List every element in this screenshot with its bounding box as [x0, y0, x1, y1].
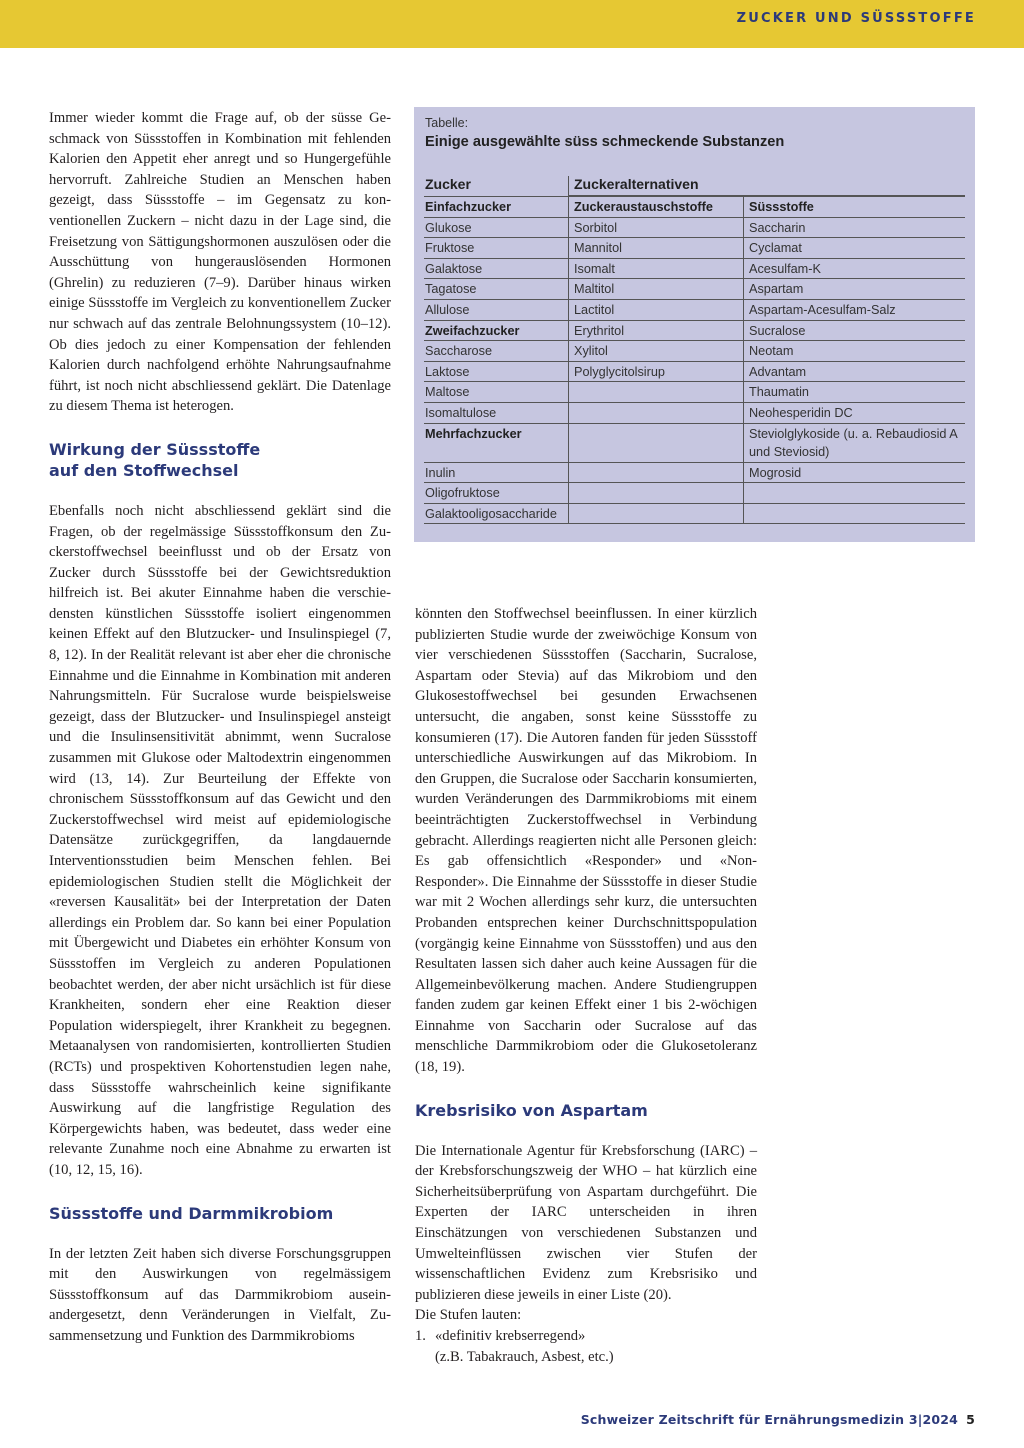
table-cell: Mehrfachzucker	[424, 424, 569, 462]
table-cell: Süssstoffe	[749, 200, 814, 214]
table-cell	[569, 382, 744, 402]
table-cell: Xylitol	[569, 341, 744, 361]
page-footer	[581, 1412, 975, 1427]
table-cell: Inulin	[424, 463, 569, 483]
table-cell: Acesulfam-K	[749, 261, 821, 276]
table-cell	[569, 424, 744, 462]
table-row	[424, 300, 965, 321]
heading-krebsrisiko: Krebsrisiko von Aspartam	[415, 1100, 648, 1120]
heading-stoffwechsel	[49, 439, 391, 481]
list-item-line: «definitiv krebserregend»	[435, 1328, 586, 1344]
table-cell: Maltose	[424, 382, 569, 402]
table-cell: Sorbitol	[569, 218, 744, 238]
table-cell: Isomaltulose	[424, 403, 569, 423]
table-cell	[569, 504, 744, 524]
table-cell: Neotam	[749, 344, 794, 359]
table-cell: Einfachzucker	[424, 197, 569, 217]
table-cell: Glukose	[424, 218, 569, 238]
table-cell: Mogrosid	[749, 465, 802, 480]
table-row	[424, 382, 965, 403]
table-cell: Maltitol	[569, 279, 744, 299]
table-cell: Zuckeraustauschstoffe	[569, 197, 744, 217]
intro-paragraph: Immer wieder kommt die Frage auf, ob der süsse Geschmack von Süssstoffen in Kombination mit fehlenden Kalorien den Appetit eher anregt und so Hungergefühle hervorruft. Zahlreiche Studien an Menschen haben gezeigt, dass Süssstoffe – im Gegensatz zu konventionellen Zuckern – nicht dazu in der Lage sind, die Freisetzung von Sättigungshormonen auszulösen oder die Ausschüttung von hungerauslösenden Hormonen (Ghrelin) zu reduzieren (7–9). Darüber hinaus wirken einige Süssstoffe im Vergleich zu konventionellem Zucker nur schwach auf das zentrale Belohnungssystem (10–12). Ob dies jedoch zu einer Kompensation der fehlenden Kalorien durch nachfolgend erhöhte Nahrungsaufnahme führt, ist noch nicht abschliessend geklärt. Die Datenlage zu diesem Thema ist heterogen.	[49, 110, 391, 415]
table-row	[424, 362, 965, 383]
table-cell: Fruktose	[424, 238, 569, 258]
heading-darmmikrobiom: Süssstoffe und Darmmikrobiom	[49, 1203, 334, 1223]
table-cell: Erythritol	[569, 321, 744, 341]
list-number: 1.	[415, 1328, 426, 1344]
table-cell	[744, 483, 965, 503]
table-cell: Galaktooligosaccharide	[424, 504, 569, 524]
table-cell	[569, 483, 744, 503]
table-cell: Zweifachzucker	[424, 321, 569, 341]
left-column	[49, 108, 391, 1346]
column-header-alternativen: Zuckeralternativen	[569, 176, 965, 196]
table-row	[424, 238, 965, 259]
heading-line: auf den Stoffwechsel	[49, 460, 239, 480]
table-cell: Galaktose	[424, 259, 569, 279]
table-row	[424, 403, 965, 424]
table-row	[424, 504, 965, 525]
table-cell: Aspartam	[749, 282, 804, 297]
table-cell	[569, 463, 744, 483]
table-cell: Polyglycitolsirup	[569, 362, 744, 382]
table-cell: Allulose	[424, 300, 569, 320]
sweeteners-table	[424, 176, 965, 524]
table-cell: Aspartam-Acesulfam-Salz	[749, 302, 896, 317]
table-cell: Saccharin	[749, 220, 806, 235]
stufen-intro: Die Stufen lauten:	[415, 1307, 522, 1324]
column-header-zucker: Zucker	[424, 176, 569, 196]
iarc-paragraph: Die Internationale Agentur für Krebsforschung (IARC) – der Krebsforschungszweig der WHO – hat kürzlich eine Sicherheitsüberprüfung von Aspartam durchgeführt. Die Experten der IARC unterscheiden in ihren Einschätzungen von verschiedenen Substanzen und Umwelteinflüssen zwischen vier Stufen der wissenschaftlichen Evidenz zum Krebsrisiko und publizieren diese jeweils in einer Liste (20).	[415, 1142, 757, 1303]
table-row	[424, 279, 965, 300]
section-header-bar	[0, 0, 1024, 48]
darmmikrobiom-paragraph: In der letzten Zeit haben sich diverse Forschungsgruppen mit den Auswirkungen von regelmässigem Süssstoffkonsum auf das Darmmikrobiom auseinandergesetzt, denn Veränderungen in Vielfalt, Zusammensetzung und Funktion des Darmmikrobioms	[49, 1245, 391, 1344]
list-item-line: (z.B. Tabakrauch, Asbest, etc.)	[435, 1348, 614, 1365]
table-cell: Advantam	[749, 364, 807, 379]
table-cell: Neohesperidin DC	[749, 405, 853, 420]
table-title: Einige ausgewählte süss schmeckende Substanzen	[425, 134, 785, 150]
heading-line: Wirkung der Süssstoffe	[49, 439, 261, 459]
table-row	[424, 321, 965, 342]
table-row	[424, 259, 965, 280]
table-row	[424, 341, 965, 362]
section-title: ZUCKER UND SÜSSSTOFFE	[736, 11, 976, 26]
page-number: 5	[966, 1412, 975, 1427]
table-row	[424, 196, 965, 218]
table-cell	[569, 403, 744, 423]
list-item-text	[435, 1326, 614, 1367]
table-cell	[744, 504, 965, 524]
table-caption: Tabelle:	[425, 116, 469, 130]
table-cell: Mannitol	[569, 238, 744, 258]
right-column	[415, 604, 757, 1367]
table-cell: Saccharose	[424, 341, 569, 361]
table-cell: Laktose	[424, 362, 569, 382]
table-row	[424, 424, 965, 463]
journal-name: Schweizer Zeitschrift für Ernährungsmedizin 3|2024	[580, 1412, 959, 1427]
iarc-stufen-list	[415, 1326, 757, 1367]
table-cell: Isomalt	[569, 259, 744, 279]
table-row	[424, 463, 965, 484]
table-row	[424, 483, 965, 504]
table-cell: Sucralose	[749, 323, 806, 338]
list-item	[415, 1326, 757, 1367]
table-cell: Steviolglykoside (u. a. Rebaudiosid A und Steviosid)	[749, 426, 958, 460]
sweeteners-table-box	[414, 107, 975, 542]
stoffwechsel-paragraph: Ebenfalls noch nicht abschliessend geklärt sind die Fragen, ob der regelmässige Süssstoffkonsum den Zuckerstoffwechsel beeinflusst und ob der Ersatz von Zucker durch Süssstoffe bei der Gewichtsreduktion hilfreich ist. Bei akuter Einnahme haben die verschiedensten künstlichen Süssstoffe isoliert eingenommen keinen Effekt auf den Blutzucker- und Insulinspiegel (7, 8, 12). In der Realität relevant ist aber eher die chronische Einnahme und die Einnahme in Kombination mit anderen Nahrungsmitteln. Für Sucralose wurde beispielsweise gezeigt, dass der Blutzucker- und Insulinspiegel ansteigt und die Insulinsensitivität abnimmt, wenn Sucralose zusammen mit Glukose oder Maltodextrin eingenommen wird (13, 14). Zur Beurteilung der Effekte von chronischem Süssstoffkonsum auf das Gewicht und den Zuckerstoffwechsel wird meist auf epidemiologische Datensätze zurückgegriffen, da langdauernde Interventionsstudien beim Menschen fehlen. Bei epidemiologischen Studien stellt die Möglichkeit der «reversen Kausalität» bei der Interpretation der Daten allerdings ein Problem dar. So kann bei einer Population mit Übergewicht und Diabetes ein erhöhter Konsum von Süssstoffen im Vergleich zu anderen Populationen beobachtet werden, der aber nicht ursächlich ist für diese Krankheiten, sondern eher eine Reaktion dieser Population widerspiegelt, ihrer Krankheit zu begegnen. Metaanalysen von randomisierten, kontrollierten Studien (RCTs) und prospektiven Kohortenstudien legen nahe, dass Süssstoffe wahrscheinlich keine signifikante Auswirkung auf die langfristige Regulation des Körpergewichts haben, was bedeutet, dass weder eine relevante Zunahme noch eine Abnahme zu erwarten ist (10, 12, 15, 16).	[49, 502, 391, 1178]
table-cell: Thaumatin	[749, 385, 809, 400]
table-header-row	[424, 176, 965, 196]
microbiome-study-paragraph: könnten den Stoffwechsel beeinflussen. In einer kürzlich publizierten Studie wurde der zweiwöchige Konsum von vier verschiedenen Süssstoffen (Saccharin, Sucralose, Aspartam oder Stevia) auf das Mikrobiom und den Glukosestoffwechsel bei gesunden Erwachsenen untersucht, die angaben, sonst keine Süssstoffe zu konsumieren (17). Die Autoren fanden für jeden Süssstoff unterschiedliche Auswirkungen auf das Mikrobiom. In den Gruppen, die Sucralose oder Saccharin konsumierten, wurden Veränderungen des Darmmikrobioms mit einem beeinträchtigten Zuckerstoffwechsel in Verbindung gebracht. Allerdings reagierten nicht alle Personen gleich: Es gab offensichtlich «Responder» und «Non-Responder». Die Einnahme der Süssstoffe in dieser Studie war mit 2 Wochen allerdings sehr kurz, die untersuchten Probanden entsprechen keiner Durchschnittspopulation (vorgängig keine Einnahme von Süssstoffen) und aus den Resultaten lassen sich daher auch keine Aussagen für die Allgemeinbevölkerung machen. Andere Studiengruppen fanden zudem gar keinen Effekt einer 1 bis 2-wöchigen Einnahme von Saccharin oder Sucralose auf das menschliche Darmmikrobiom oder die Glukosetoleranz (18, 19).	[415, 606, 757, 1076]
table-cell: Tagatose	[424, 279, 569, 299]
table-cell: Oligofruktose	[424, 483, 569, 503]
table-body	[424, 196, 965, 524]
table-cell: Lactitol	[569, 300, 744, 320]
table-cell: Cyclamat	[749, 241, 802, 256]
table-row	[424, 218, 965, 239]
